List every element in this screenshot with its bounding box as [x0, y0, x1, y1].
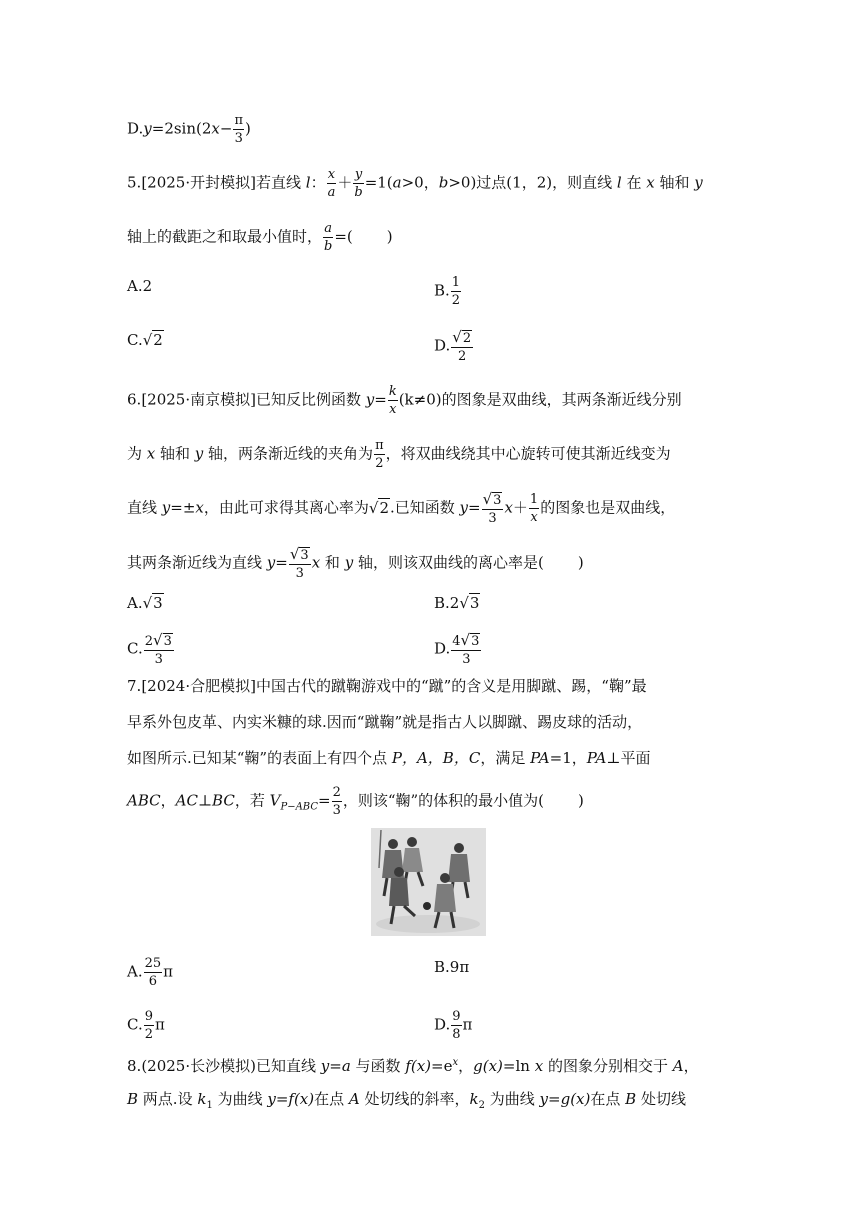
denominator: 3 — [154, 652, 163, 667]
var: x — [211, 119, 220, 138]
var: y — [694, 173, 703, 192]
coefficient: 4 — [452, 634, 461, 649]
option-label: A. — [127, 962, 143, 981]
numerator: 1 — [529, 492, 539, 507]
text: 轴上的截距之和取最小值时， — [127, 227, 323, 246]
text: 如图所示.已知某“鞠”的表面上有四个点 — [127, 749, 392, 767]
text: (k≠0)的图象是双曲线，其两条渐近线分别 — [398, 390, 682, 409]
text: 的图象也是双曲线， — [540, 498, 676, 517]
fraction — [144, 957, 163, 988]
text: 的图象分别相交于 — [543, 1057, 673, 1075]
text: 轴和 — [155, 444, 195, 463]
q6-stem-line4 — [127, 547, 584, 580]
denominator: 6 — [148, 974, 158, 989]
q5-stem-line1 — [127, 168, 703, 199]
text: 若直线 — [255, 173, 306, 192]
question-number: 6. — [127, 390, 142, 409]
var: x — [504, 498, 513, 517]
text: 为曲线 — [485, 1090, 540, 1108]
option-label: C. — [127, 331, 143, 349]
fraction: $\frac{4√3}{3}$ — [452, 631, 480, 667]
text: =1， — [549, 749, 587, 767]
text: ，若 — [234, 791, 270, 810]
fraction: $\frac{√2}{2}$ — [452, 328, 472, 364]
plane: ABC — [127, 791, 161, 810]
text: 直线 — [127, 498, 162, 517]
var: b — [438, 173, 449, 192]
question-number: 7. — [127, 677, 142, 695]
radicand: 3 — [163, 634, 172, 649]
option-label: C. — [127, 1015, 143, 1034]
var: k — [469, 1090, 479, 1108]
text: >0， — [401, 173, 439, 192]
denominator: 3 — [234, 131, 243, 146]
expr: y=g(x) — [539, 1090, 591, 1108]
question-number: 8. — [127, 1057, 142, 1075]
plus: ＋ — [337, 173, 353, 192]
text: 轴，两条渐近线的夹角为 — [203, 444, 374, 463]
radicand: 2 — [462, 331, 472, 346]
q5-option-b[interactable] — [434, 276, 462, 307]
fraction-2-3 — [332, 786, 342, 817]
text: ， — [458, 1057, 474, 1075]
q7-option-c[interactable] — [127, 1010, 165, 1041]
point: A — [348, 1090, 360, 1108]
denominator: 2 — [451, 293, 461, 308]
numerator: 2 — [332, 785, 341, 800]
text: ，将双曲线绕其中心旋转可使其渐近线变为 — [385, 444, 671, 463]
q7-option-b[interactable] — [434, 957, 469, 977]
numerator: 1 — [451, 275, 461, 290]
sqrt: √3 — [459, 594, 480, 612]
text: = — [275, 553, 288, 572]
radicand: 3 — [493, 493, 502, 508]
fraction-sqrt3-3: $\frac{√3}{3}$ — [482, 490, 502, 526]
numerator: π — [234, 113, 244, 128]
var: y — [459, 498, 469, 517]
var: y — [354, 167, 363, 182]
var: V — [269, 791, 281, 810]
text: = — [374, 390, 387, 409]
option-label: A. — [127, 594, 143, 612]
radicand: 3 — [469, 594, 480, 612]
text: 早系外包皮革、内实米糠的球.因而“蹴鞠”就是指古人以脚蹴、踢皮球的活动， — [127, 713, 643, 731]
option-label: B.2 — [434, 594, 460, 612]
text: ，由此可求得其离心率为 — [203, 498, 369, 517]
text: ⊥平面 — [606, 749, 651, 767]
radicand: 2 — [153, 331, 163, 349]
expr: y=f(x) — [267, 1090, 315, 1108]
q7-stem-line1 — [127, 676, 647, 696]
var: a — [324, 221, 333, 236]
q6-option-c[interactable] — [127, 633, 175, 666]
fraction-y-b — [353, 168, 363, 199]
q8-stem-line1 — [127, 1053, 699, 1076]
radicand: 3 — [153, 594, 163, 612]
var: l — [305, 173, 311, 192]
denominator: 8 — [452, 1027, 461, 1042]
text: 在点 — [314, 1090, 349, 1108]
answer-paren: ) — [578, 791, 584, 810]
numerator: 9 — [144, 1009, 153, 1024]
denominator: 2 — [375, 456, 384, 471]
q6-option-d[interactable] — [434, 633, 482, 666]
text: =1( — [364, 173, 393, 192]
var: y — [266, 553, 276, 572]
var: a — [341, 1057, 351, 1075]
option-label: D. — [434, 336, 451, 355]
text: 已知直线 — [255, 1057, 321, 1075]
radicand: 2 — [379, 498, 389, 517]
option-text: A.2 — [127, 277, 153, 295]
var: x — [146, 444, 156, 463]
coefficient: 2 — [144, 634, 153, 649]
radicand: 3 — [471, 634, 480, 649]
q5-option-a[interactable] — [127, 276, 152, 296]
fraction-x-a — [327, 168, 337, 199]
denominator: 3 — [295, 566, 304, 581]
text: = — [329, 1057, 342, 1075]
q7-stem-line2 — [127, 712, 642, 732]
sqrt: √2 — [142, 331, 163, 349]
sqrt: √3 — [142, 594, 163, 612]
numerator: π — [375, 438, 384, 453]
text: =e — [431, 1057, 453, 1075]
points: P，A，B，C — [391, 749, 481, 767]
fraction-a-b — [323, 222, 333, 253]
denominator: 3 — [462, 652, 471, 667]
text: = — [468, 498, 481, 517]
text: =( — [334, 227, 353, 246]
denominator: 2 — [458, 349, 467, 364]
numerator: 9 — [452, 1009, 461, 1024]
paren: ) — [245, 119, 251, 138]
text: ： — [310, 173, 326, 192]
text: ， — [160, 791, 176, 810]
cuju-illustration — [371, 828, 486, 936]
answer-paren: ) — [577, 553, 584, 572]
fraction-sqrt3-3: $\frac{√3}{3}$ — [289, 545, 309, 581]
text: 已知反比例函数 — [255, 390, 366, 409]
var: x — [646, 173, 655, 192]
var: x — [389, 402, 397, 417]
q4-option-d[interactable] — [127, 114, 251, 145]
fraction-1-x — [529, 493, 539, 524]
var: y — [320, 1057, 330, 1075]
segment: PA — [586, 749, 607, 767]
text: >0)过点(1，2)，则直线 — [448, 173, 617, 192]
var: k — [197, 1090, 207, 1108]
option-text: B.9π — [434, 958, 470, 976]
q6-option-b[interactable] — [434, 593, 480, 613]
var: a — [392, 173, 402, 192]
pi: π — [462, 1015, 473, 1034]
var: k — [388, 384, 397, 399]
option-label: C. — [127, 639, 143, 658]
expr: =2sin(2 — [151, 119, 212, 138]
text: 轴和 — [654, 173, 695, 192]
expr: y=±x — [161, 498, 204, 517]
subscript: 1 — [206, 1100, 213, 1111]
option-label: D. — [434, 639, 451, 658]
var: y — [143, 119, 152, 138]
subscript: 2 — [478, 1100, 485, 1111]
minus: − — [219, 119, 233, 138]
subscript: P−ABC — [280, 801, 318, 813]
var: a — [327, 185, 336, 200]
text: 在点 — [590, 1090, 626, 1108]
var: x — [534, 1057, 544, 1075]
denominator: 3 — [488, 511, 497, 526]
text: 处切线的斜率， — [359, 1090, 470, 1108]
var: l — [616, 173, 622, 192]
q7-stem-line4 — [127, 786, 584, 818]
fraction — [144, 1010, 154, 1041]
var: y — [194, 444, 204, 463]
fraction — [233, 114, 244, 145]
option-label: D. — [127, 119, 144, 138]
question-number: 5. — [127, 173, 142, 192]
text: =ln — [502, 1057, 535, 1075]
text: 为曲线 — [212, 1090, 268, 1108]
function: g(x) — [473, 1057, 503, 1075]
denominator: 2 — [144, 1027, 153, 1042]
q7-option-d[interactable] — [434, 1010, 472, 1041]
var: x — [530, 510, 538, 525]
numerator: 25 — [144, 956, 162, 971]
q7-stem-line3 — [127, 748, 650, 768]
function: f(x) — [405, 1057, 432, 1075]
option-label: B. — [434, 281, 450, 300]
expr: AC⊥BC — [175, 791, 235, 810]
option-label: D. — [434, 1015, 451, 1034]
text: .已知函数 — [389, 498, 460, 517]
exponent: x — [452, 1057, 459, 1068]
radicand: 3 — [300, 548, 309, 563]
var: b — [324, 239, 333, 254]
q5-stem-line2 — [127, 222, 393, 253]
fraction — [451, 1010, 461, 1041]
q6-stem-line1 — [127, 385, 682, 416]
fraction — [451, 276, 461, 307]
sqrt: √2 — [368, 498, 389, 517]
text: 和 — [320, 553, 345, 572]
q6-option-a[interactable] — [127, 593, 164, 613]
point: B — [625, 1090, 637, 1108]
pi: π — [163, 962, 174, 981]
text: ，则该“鞠”的体积的最小值为( — [342, 791, 545, 810]
text: ，满足 — [480, 749, 531, 767]
point: B — [127, 1090, 139, 1108]
q8-stem-line2 — [127, 1089, 686, 1116]
text: 为 — [127, 444, 147, 463]
denominator: 3 — [332, 803, 341, 818]
point: A — [672, 1057, 684, 1075]
text: 轴，则该双曲线的离心率是( — [353, 553, 544, 572]
var: x — [311, 553, 321, 572]
question-source: [2025·开封模拟] — [141, 173, 256, 192]
pi: π — [155, 1015, 165, 1034]
question-source: [2024·合肥模拟] — [141, 677, 256, 695]
var: y — [365, 390, 375, 409]
q6-stem-line2 — [127, 439, 671, 470]
q5-option-c[interactable] — [127, 330, 164, 350]
fraction-k-x — [388, 385, 398, 416]
text: = — [317, 791, 331, 810]
question-source: [2025·南京模拟] — [141, 390, 256, 409]
q6-stem-line3 — [127, 492, 675, 525]
text: 在 — [621, 173, 647, 192]
text: 与函数 — [350, 1057, 406, 1075]
answer-paren: ) — [386, 227, 393, 246]
text: ， — [683, 1057, 699, 1075]
text: 两点.设 — [138, 1090, 198, 1108]
plus: ＋ — [512, 498, 528, 517]
segment: PA — [530, 749, 550, 767]
var: b — [354, 185, 363, 200]
text: 中国古代的蹴鞠游戏中的“蹴”的含义是用脚蹴、踢，“鞠”最 — [255, 677, 647, 695]
text: 处切线 — [636, 1090, 686, 1108]
fraction-pi-2 — [374, 439, 385, 470]
var: x — [327, 167, 336, 182]
q5-option-d[interactable] — [434, 330, 474, 363]
cuju-players-image — [371, 828, 486, 936]
question-source: (2025·长沙模拟) — [141, 1057, 256, 1075]
fraction: $\frac{2√3}{3}$ — [144, 631, 172, 667]
var: y — [344, 553, 354, 572]
q7-option-a[interactable] — [127, 957, 173, 988]
text: 其两条渐近线为直线 — [127, 553, 267, 572]
